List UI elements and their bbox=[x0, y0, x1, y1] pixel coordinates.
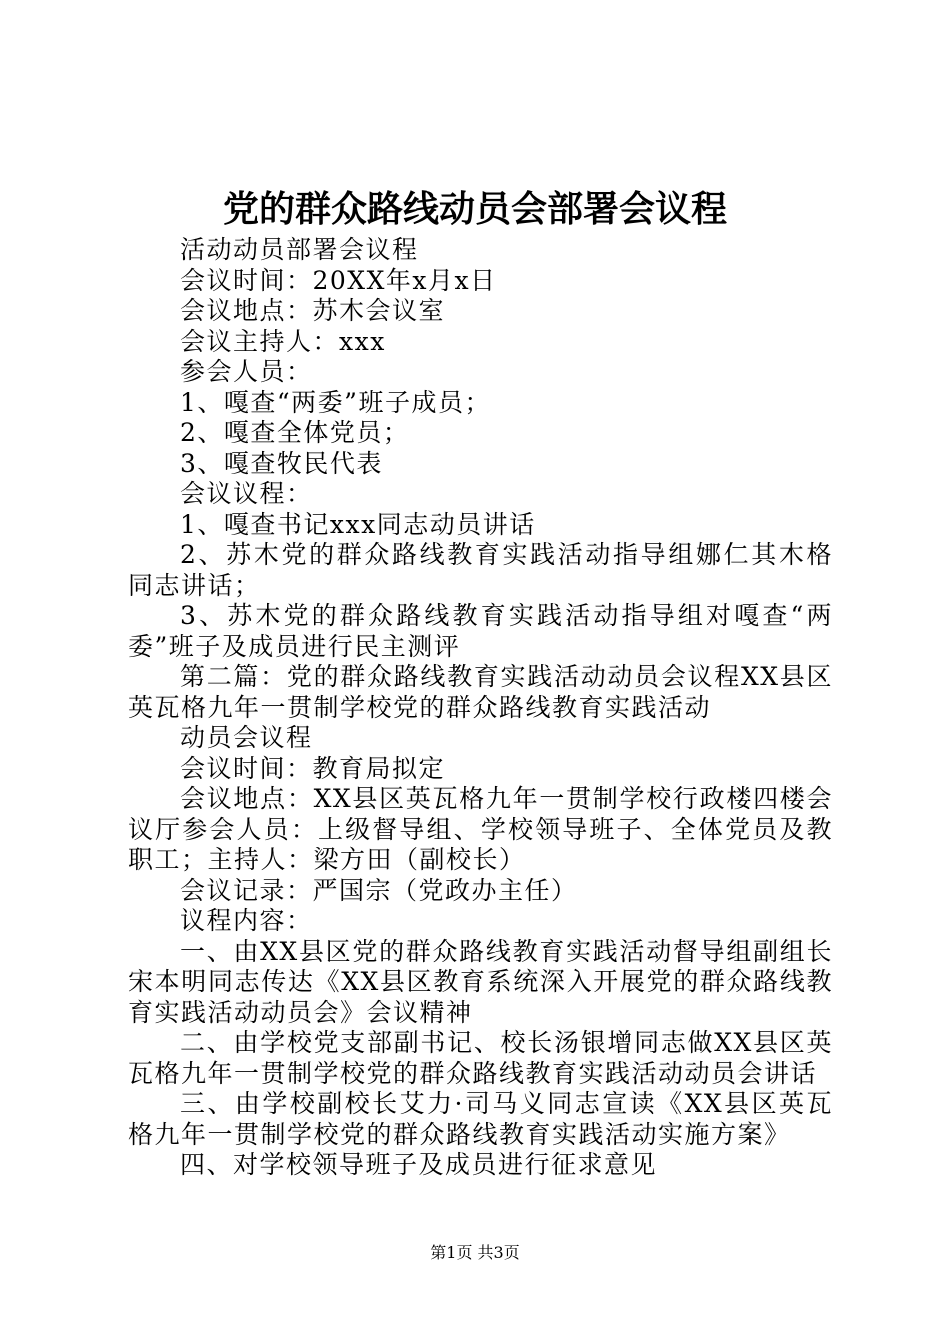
document-body bbox=[128, 235, 833, 1181]
paragraph: 三、由学校副校长艾力·司马义同志宣读《XX县区英瓦格九年一贯制学校党的群众路线教育实践活动实施方案》 bbox=[128, 1089, 833, 1149]
document-title: 党的群众路线动员会部署会议程 bbox=[222, 188, 727, 230]
paragraph: 会议地点：XX县区英瓦格九年一贯制学校行政楼四楼会议厅参会人员：上级督导组、学校领导班子、全体党员及教职工；主持人：梁方田（副校长） bbox=[128, 784, 833, 874]
paragraph: 动员会议程 bbox=[180, 723, 313, 752]
paragraph: 会议记录：严国宗（党政办主任） bbox=[180, 875, 578, 905]
paragraph: 2、嘎查全体党员； bbox=[180, 418, 410, 447]
paragraph: 1、嘎查“两委”班子成员； bbox=[180, 387, 491, 417]
paragraph: 1、嘎查书记xxx同志动员讲话 bbox=[180, 509, 536, 539]
paragraph: 二、由学校党支部副书记、校长汤银增同志做XX县区英瓦格九年一贯制学校党的群众路线教育实践活动动员会讲话 bbox=[128, 1028, 833, 1088]
paragraph: 会议地点：苏木会议室 bbox=[180, 296, 446, 325]
paragraph: 议程内容： bbox=[180, 906, 313, 935]
paragraph: 会议时间：20XX年x月x日 bbox=[180, 265, 497, 295]
paragraph: 会议议程： bbox=[180, 479, 313, 508]
page-number-footer: 第1页 共3页 bbox=[430, 1243, 520, 1262]
paragraph: 一、由XX县区党的群众路线教育实践活动督导组副组长宋本明同志传达《XX县区教育系统深入开展党的群众路线教育实践活动动员会》会议精神 bbox=[128, 936, 833, 1027]
paragraph: 会议时间：教育局拟定 bbox=[180, 753, 446, 783]
paragraph: 2、苏木党的群众路线教育实践活动指导组娜仁其木格同志讲话； bbox=[128, 540, 833, 600]
paragraph: 3、苏木党的群众路线教育实践活动指导组对嘎查“两委”班子及成员进行民主测评 bbox=[128, 601, 833, 661]
paragraph: 会议主持人：xxx bbox=[180, 326, 386, 356]
paragraph: 第二篇：党的群众路线教育实践活动动员会议程XX县区英瓦格九年一贯制学校党的群众路线教育实践活动 bbox=[128, 662, 833, 722]
paragraph: 活动动员部署会议程 bbox=[180, 235, 419, 264]
paragraph: 参会人员： bbox=[180, 357, 313, 386]
paragraph: 四、对学校领导班子及成员进行征求意见 bbox=[180, 1150, 658, 1179]
paragraph: 3、嘎查牧民代表 bbox=[180, 448, 383, 478]
